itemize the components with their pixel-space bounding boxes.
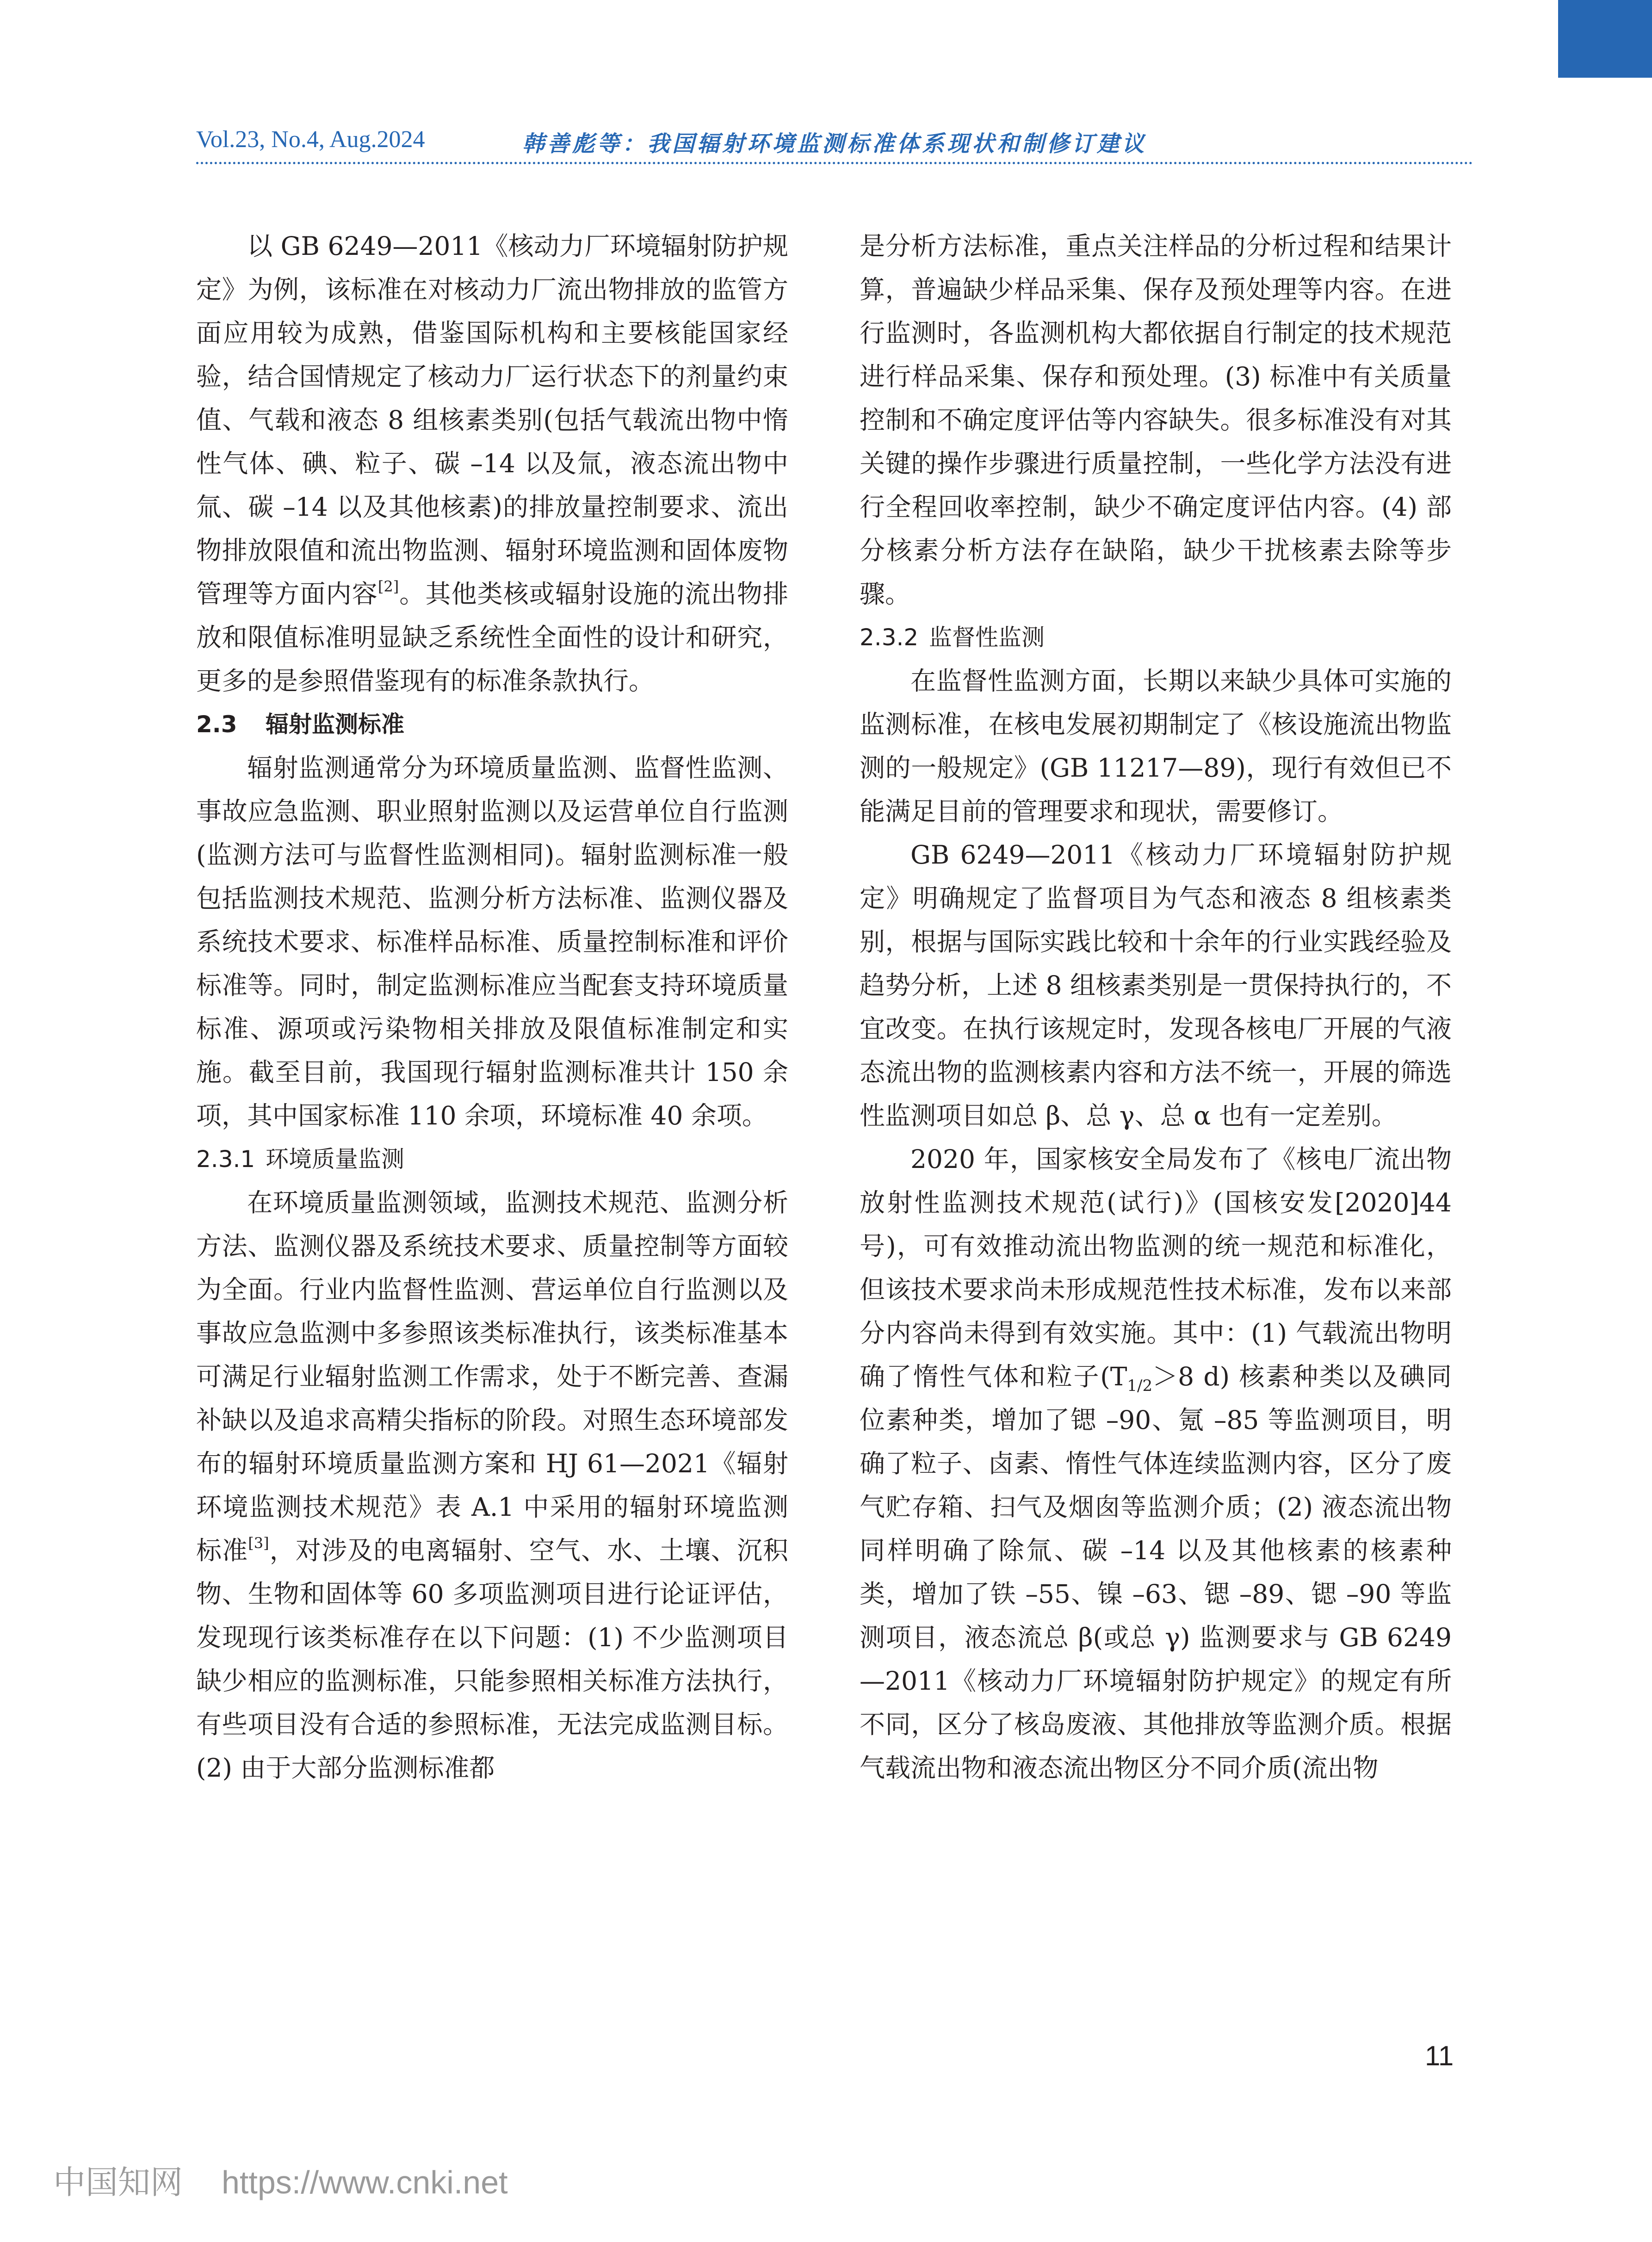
paragraph-text: 以 GB 6249—2011《核动力厂环境辐射防护规定》为例，该标准在对核动力厂流出物排放的监管方面应用较为成熟，借鉴国际机构和主要核能国家经验，结合国情规定了核动力厂运行状态下的剂量约束值、气载和液态 8 组核素类别(包括气载流出物中惰性气体、碘、粒子、碳 –14 以及氚，液态流出物中氚、碳 –14 以及其他核素)的排放量控制要求、流出物排放限值和流出物监测、辐射环境监测和固体废物管理等方面内容: [196, 231, 788, 609]
corner-tab: [1558, 0, 1652, 78]
citation-ref[interactable]: [3]: [248, 1534, 269, 1552]
paragraph-continued: 是分析方法标准，重点关注样品的分析过程和结果计算，普遍缺少样品采集、保存及预处理等内容。在进行监测时，各监测机构大都依据自行制定的技术规范进行样品采集、保存和预处理。(3) 标准中有关质量控制和不确定度评估等内容缺失。很多标准没有对其关键的操作步骤进行质量控制，一些化学方法没有进行全程回收率控制，缺少不确定度评估内容。(4) 部分核素分析方法存在缺陷，缺少干扰核素去除等步骤。: [860, 231, 1452, 609]
subsection-number: 2.3.2: [860, 624, 919, 651]
paragraph: [196, 224, 788, 703]
subsection-title: 监督性监测: [929, 624, 1045, 651]
citation-ref[interactable]: [2]: [377, 578, 399, 595]
paragraph-text: ＞8 d) 核素种类以及碘同位素种类，增加了锶 –90、氪 –85 等监测项目，明确了粒子、卤素、惰性气体连续监测内容，区分了废气贮存箱、扫气及烟囱等监测介质；(2) 液态流出物同样明确了除氚、碳 –14 以及其他核素的核素种类，增加了铁 –55、镍 –63、锶 –89、锶 –90 等监测项目，液态流总 β(或总 γ) 监测要求与 GB 6249—2011《核动力厂环境辐射防护规定》的规定有所不同，区分了核岛废液、其他排放等监测介质。根据气载流出物和液态流出物区分不同介质(流出物: [860, 1362, 1452, 1783]
subsection-heading: [196, 1137, 788, 1181]
journal-reference: Vol.23, No.4, Aug.2024: [196, 126, 425, 153]
paragraph: [860, 1137, 1452, 1790]
paragraph: 在监督性监测方面，长期以来缺少具体可实施的监测标准，在核电发展初期制定了《核设施流出物监测的一般规定》(GB 11217—89)，现行有效但已不能满足目前的管理要求和现状，需要修订。: [860, 666, 1452, 826]
paragraph-text: 在环境质量监测领域，监测技术规范、监测分析方法、监测仪器及系统技术要求、质量控制等方面较为全面。行业内监督性监测、营运单位自行监测以及事故应急监测中多参照该类标准执行，该类标准基本可满足行业辐射监测工作需求，处于不断完善、查漏补缺以及追求高精尖指标的阶段。对照生态环境部发布的辐射环境质量监测方案和 HJ 61—2021《辐射环境监测技术规范》表 A.1 中采用的辐射环境监测标准: [196, 1188, 788, 1565]
subscript: 1/2: [1127, 1377, 1153, 1395]
header-divider: [196, 162, 1473, 164]
subsection-heading: [860, 616, 1452, 659]
paragraph: GB 6249—2011《核动力厂环境辐射防护规定》明确规定了监督项目为气态和液态 8 组核素类别，根据与国际实践比较和十余年的行业实践经验及趋势分析，上述 8 组核素类别是一贯保持执行的，不宜改变。在执行该规定时，发现各核电厂开展的气液态流出物的监测核素内容和方法不统一，开展的筛选性监测项目如总 β、总 γ、总 α 也有一定差别。: [860, 840, 1452, 1130]
section-heading: [196, 703, 788, 746]
right-column: [860, 224, 1452, 1790]
subsection-number: 2.3.1: [196, 1146, 255, 1173]
section-number: 2.3: [196, 711, 237, 738]
running-title: 韩善彪等：我国辐射环境监测标准体系现状和制修订建议: [522, 131, 1147, 157]
section-title: 辐射监测标准: [266, 711, 404, 738]
paragraph: 辐射监测通常分为环境质量监测、监督性监测、事故应急监测、职业照射监测以及运营单位自行监测(监测方法可与监督性监测相同)。辐射监测标准一般包括监测技术规范、监测分析方法标准、监测仪器及系统技术要求、标准样品标准、质量控制标准和评价标准等。同时，制定监测标准应当配套支持环境质量标准、源项或污染物相关排放及限值标准制定和实施。截至目前，我国现行辐射监测标准共计 150 余项，其中国家标准 110 余项，环境标准 40 余项。: [196, 753, 788, 1130]
paragraph: [196, 1181, 788, 1790]
paragraph-text: 2020 年，国家核安全局发布了《核电厂流出物放射性监测技术规范(试行)》(国核安发[2020]44 号)，可有效推动流出物监测的统一规范和标准化，但该技术要求尚未形成规范性技术标准，发布以来部分内容尚未得到有效实施。其中：(1) 气载流出物明确了惰性气体和粒子(T: [860, 1144, 1452, 1391]
cnki-logo-text: 中国知网: [53, 2163, 183, 2201]
left-column: [196, 224, 788, 1790]
watermark-url[interactable]: https://www.cnki.net: [222, 2164, 508, 2200]
subsection-title: 环境质量监测: [266, 1146, 404, 1173]
paragraph-text: 。其他类核或辐射设施的流出物排放和限值标准明显缺乏系统性全面性的设计和研究，更多的是参照借鉴现有的标准条款执行。: [196, 579, 788, 696]
page-header: [196, 124, 1473, 161]
paragraph-text: ，对涉及的电离辐射、空气、水、土壤、沉积物、生物和固体等 60 多项监测项目进行论证评估，发现现行该类标准存在以下问题：(1) 不少监测项目缺少相应的监测标准，只能参照相关标准方法执行，有些项目没有合适的参照标准，无法完成监测目标。(2) 由于大部分监测标准都: [196, 1536, 788, 1783]
watermark: [53, 2156, 508, 2203]
page-number: 11: [1425, 2040, 1454, 2071]
